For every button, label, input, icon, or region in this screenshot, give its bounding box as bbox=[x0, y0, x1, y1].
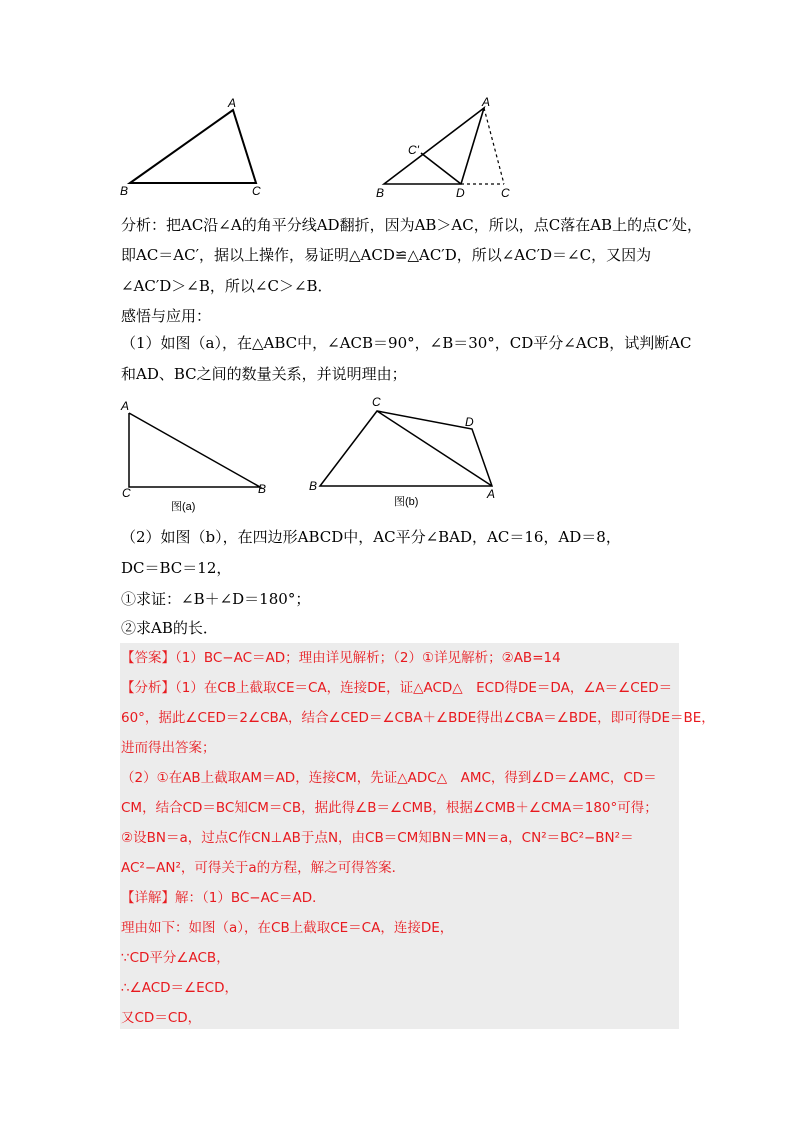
caption-b: 图(b) bbox=[394, 496, 419, 508]
analysis-answer-line-1: 【分析】（1）在CB上截取CE＝CA，连接DE，证△ACD△ ECD得DE＝DA，∠A＝∠CED＝ bbox=[121, 680, 673, 696]
figure-triangle-abc bbox=[115, 92, 275, 202]
label-c: C bbox=[252, 184, 261, 198]
analysis-answer-line-6: ②设BN＝a，过点C作CN⊥AB于点N，由CB＝CM知BN＝MN＝a，CN²＝BC²−BN²＝ bbox=[121, 830, 634, 846]
question-1-line-1: （1）如图（a），在△ABC中，∠ACB＝90°，∠B＝30°，CD平分∠ACB，试判断AC bbox=[121, 334, 692, 352]
label-a: A bbox=[121, 399, 130, 413]
section-title: 感悟与应用： bbox=[121, 307, 212, 325]
figure-folded-triangle bbox=[370, 92, 530, 204]
analysis-answer-line-7: AC²−AN²，可得关于a的方程，解之可得答案． bbox=[121, 860, 406, 876]
analysis-line-3: ∠AC′D＞∠B，所以∠C＞∠B． bbox=[121, 277, 333, 295]
figure-b bbox=[300, 392, 515, 517]
analysis-answer-line-3: 进而得出答案； bbox=[121, 740, 216, 756]
label-b: B bbox=[376, 186, 385, 200]
label-a: A bbox=[228, 96, 237, 110]
question-1-line-2: 和AD、BC之间的数量关系，并说明理由； bbox=[121, 365, 407, 383]
detail-line-3: ∵CD平分∠ACB， bbox=[121, 950, 230, 966]
analysis-answer-line-5: CM，结合CD＝BC知CM＝CB，据此得∠B＝∠CMB，根据∠CMB＋∠CMA＝180°可得； bbox=[121, 800, 658, 816]
label-a: A bbox=[487, 487, 496, 501]
detail-line-4: ∴∠ACD＝∠ECD， bbox=[121, 980, 238, 996]
label-d: D bbox=[465, 415, 474, 429]
analysis-answer-line-4: （2）①在AB上截取AM＝AD，连接CM，先证△ADC△ AMC，得到∠D＝∠AMC，CD＝ bbox=[121, 770, 657, 786]
question-2-part-1: ①求证：∠B＋∠D＝180°； bbox=[121, 590, 311, 608]
label-b: B bbox=[120, 184, 129, 198]
answer-line: 【答案】（1）BC−AC＝AD；理由详见解析；（2）①详见解析；②AB=14 bbox=[121, 650, 561, 666]
question-2-part-2: ②求AB的长． bbox=[121, 619, 218, 637]
label-b: B bbox=[309, 479, 318, 493]
detail-line-1: 【详解】解：（1）BC−AC＝AD． bbox=[121, 890, 326, 906]
question-2-line-1: （2）如图（b），在四边形ABCD中，AC平分∠BAD，AC＝16，AD＝8， bbox=[121, 528, 621, 546]
label-b: B bbox=[258, 482, 267, 496]
detail-line-5: 又CD＝CD， bbox=[121, 1010, 202, 1026]
label-c: C bbox=[372, 395, 381, 409]
analysis-line-1: 分析：把AC沿∠A的角平分线AD翻折，因为AB＞AC，所以，点C落在AB上的点C′处， bbox=[121, 216, 702, 234]
figure-a bbox=[115, 395, 280, 520]
label-d: D bbox=[456, 186, 465, 200]
label-c: C bbox=[501, 186, 510, 200]
label-c-prime: C' bbox=[408, 143, 419, 157]
label-c: C bbox=[122, 486, 131, 500]
analysis-answer-line-2: 60°，据此∠CED＝2∠CBA，结合∠CED＝∠CBA＋∠BDE得出∠CBA＝∠BDE，即可得DE＝BE， bbox=[121, 710, 715, 726]
detail-line-2: 理由如下：如图（a），在CB上截取CE＝CA，连接DE， bbox=[121, 920, 454, 936]
analysis-line-2: 即AC＝AC′，据以上操作，易证明△ACD≌△AC′D，所以∠AC′D＝∠C，又因为 bbox=[121, 246, 652, 264]
caption-a: 图(a) bbox=[171, 501, 196, 513]
label-a: A bbox=[482, 95, 491, 109]
question-2-line-2: DC＝BC＝12， bbox=[121, 559, 232, 577]
